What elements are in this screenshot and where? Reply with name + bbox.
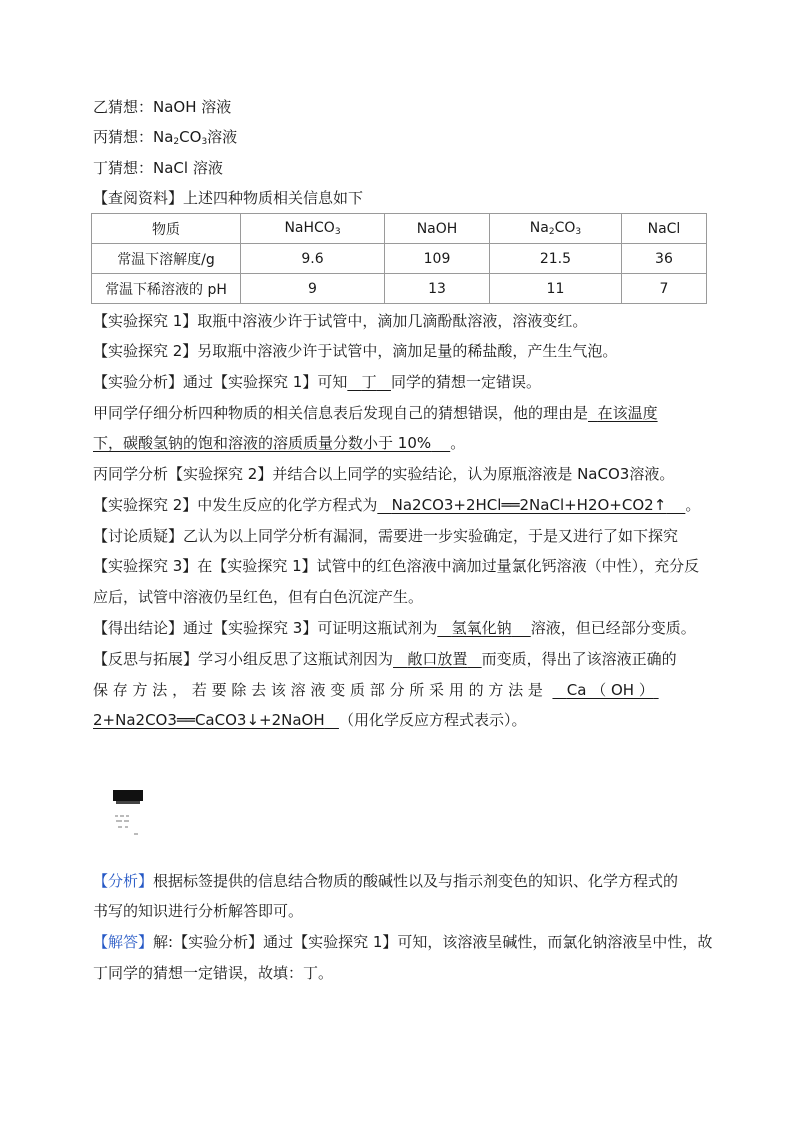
table-row [92,274,707,304]
jieda-tag: 【解答】 [93,933,154,951]
answer-blank: 敞口放置 [407,650,468,668]
table-cell: $Na_2CO_3$ [489,214,621,244]
guess-bing-prefix: 丙猜想：Na [93,128,174,146]
answer-blank: Ca （ OH ） [566,681,654,699]
exp3-line-1: 【实验探究 3】在【实验探究 1】试管中的红色溶液中滴加过量氯化钙溶液（中性），充分反 [93,557,700,575]
guess-bing [93,127,237,152]
table-cell: 常温下稀溶液的 pH [92,274,241,304]
fenxi-line-2: 书写的知识进行分析解答即可。 [93,902,304,920]
reflect-line-1: 【反思与拓展】学习小组反思了这瓶试剂因为 敞口放置 而变质，得出了该溶液正确的 [93,650,677,668]
subscript: 3 [201,137,208,147]
analysis-suffix: 同学的猜想一定错误。 [390,373,541,391]
reflect-line-3: 2+Na2CO3══CaCO3↓+2NaOH （用化学反应方程式表示）。 [93,711,527,729]
bing-analysis: 丙同学分析【实验探究 2】并结合以上同学的实验结论，认为原瓶溶液是 NaCO3溶液。 [93,465,675,483]
lookup-title: 【查阅资料】上述四种物质相关信息如下 [93,189,364,207]
guess-bing-suffix: 溶液 [207,128,238,146]
guess-ding: 丁猜想：NaCl 溶液 [93,159,223,177]
analysis-text [93,372,541,392]
conclusion-line: 【得出结论】通过【实验探究 3】可证明这瓶试剂为 氢氧化钠 溶液，但已经部分变质。 [93,619,696,637]
answer-blank: 在该温度 [597,404,658,422]
table-cell: 9 [241,274,385,304]
table-cell: NaOH [385,214,490,244]
table-cell: 9.6 [241,244,385,274]
guess-bing-mid: CO [179,128,202,146]
fenxi-tag: 【分析】 [93,872,154,890]
table-cell: 11 [489,274,621,304]
exp1-text: 【实验探究 1】取瓶中溶液少许于试管中，滴加几滴酚酞溶液，溶液变红。 [93,312,588,330]
table-row [92,244,707,274]
table-cell: 7 [621,274,706,304]
table-cell: 常温下溶解度/g [92,244,241,274]
reagent-bottle-image [112,787,146,843]
reflect-line-2: 保 存 方 法 ， 若 要 除 去 该 溶 液 变 质 部 分 所 采 用 的 方 法 是 Ca （ OH ） [93,680,659,700]
answer-blank: 2+Na2CO3══CaCO3↓+2NaOH [93,711,325,729]
table-cell: NaCl [621,214,706,244]
discussion-text: 【讨论质疑】乙认为以上同学分析有漏洞，需要进一步实验确定，于是又进行了如下探究 [93,527,679,545]
equation-line: 【实验探究 2】中发生反应的化学方程式为 Na2CO3+2HCl══2NaCl+H2O+CO2↑ 。 [93,496,701,514]
answer-blank: 氢氧化钠 [451,619,512,637]
answer-blank: Na2CO3+2HCl══2NaCl+H2O+CO2↑ [391,496,667,514]
exp2-text: 【实验探究 2】另取瓶中溶液少许于试管中，滴加足量的稀盐酸，产生生气泡。 [93,342,618,360]
table-cell: NaHCO$_3$ [241,214,385,244]
table-cell: 36 [621,244,706,274]
table-cell: 21.5 [489,244,621,274]
answer-blank: 丁 [361,373,377,391]
answer-blank: 下，碳酸氢钠的饱和溶液的溶质质量分数小于 10% [93,434,432,452]
guess-yi: 乙猜想：NaOH 溶液 [93,98,232,116]
jieda-line-2: 丁同学的猜想一定错误，故填：丁。 [93,964,334,982]
analysis-prefix: 【实验分析】通过【实验探究 1】可知 [93,373,348,391]
fenxi-line-1: 【分析】根据标签提供的信息结合物质的酸碱性以及与指示剂变色的知识、化学方程式的 [93,872,679,890]
table-header-row [92,214,707,244]
exp3-line-2: 应后，试管中溶液仍呈红色，但有白色沉淀产生。 [93,588,424,606]
subscript: 2 [173,137,180,147]
jieda-line-1: 【解答】解:【实验分析】通过【实验探究 1】可知，该溶液呈碱性，而氯化钠溶液呈中性，故 [93,933,713,951]
table-cell: 物质 [92,214,241,244]
substance-table [91,213,707,304]
table-cell: 109 [385,244,490,274]
table-cell: 13 [385,274,490,304]
jia-line-1: 甲同学仔细分析四种物质的相关信息表后发现自己的猜想错误，他的理由是 在该温度 [93,404,658,422]
jia-line-2: 下，碳酸氢钠的饱和溶液的溶质质量分数小于 10% 。 [93,434,466,452]
